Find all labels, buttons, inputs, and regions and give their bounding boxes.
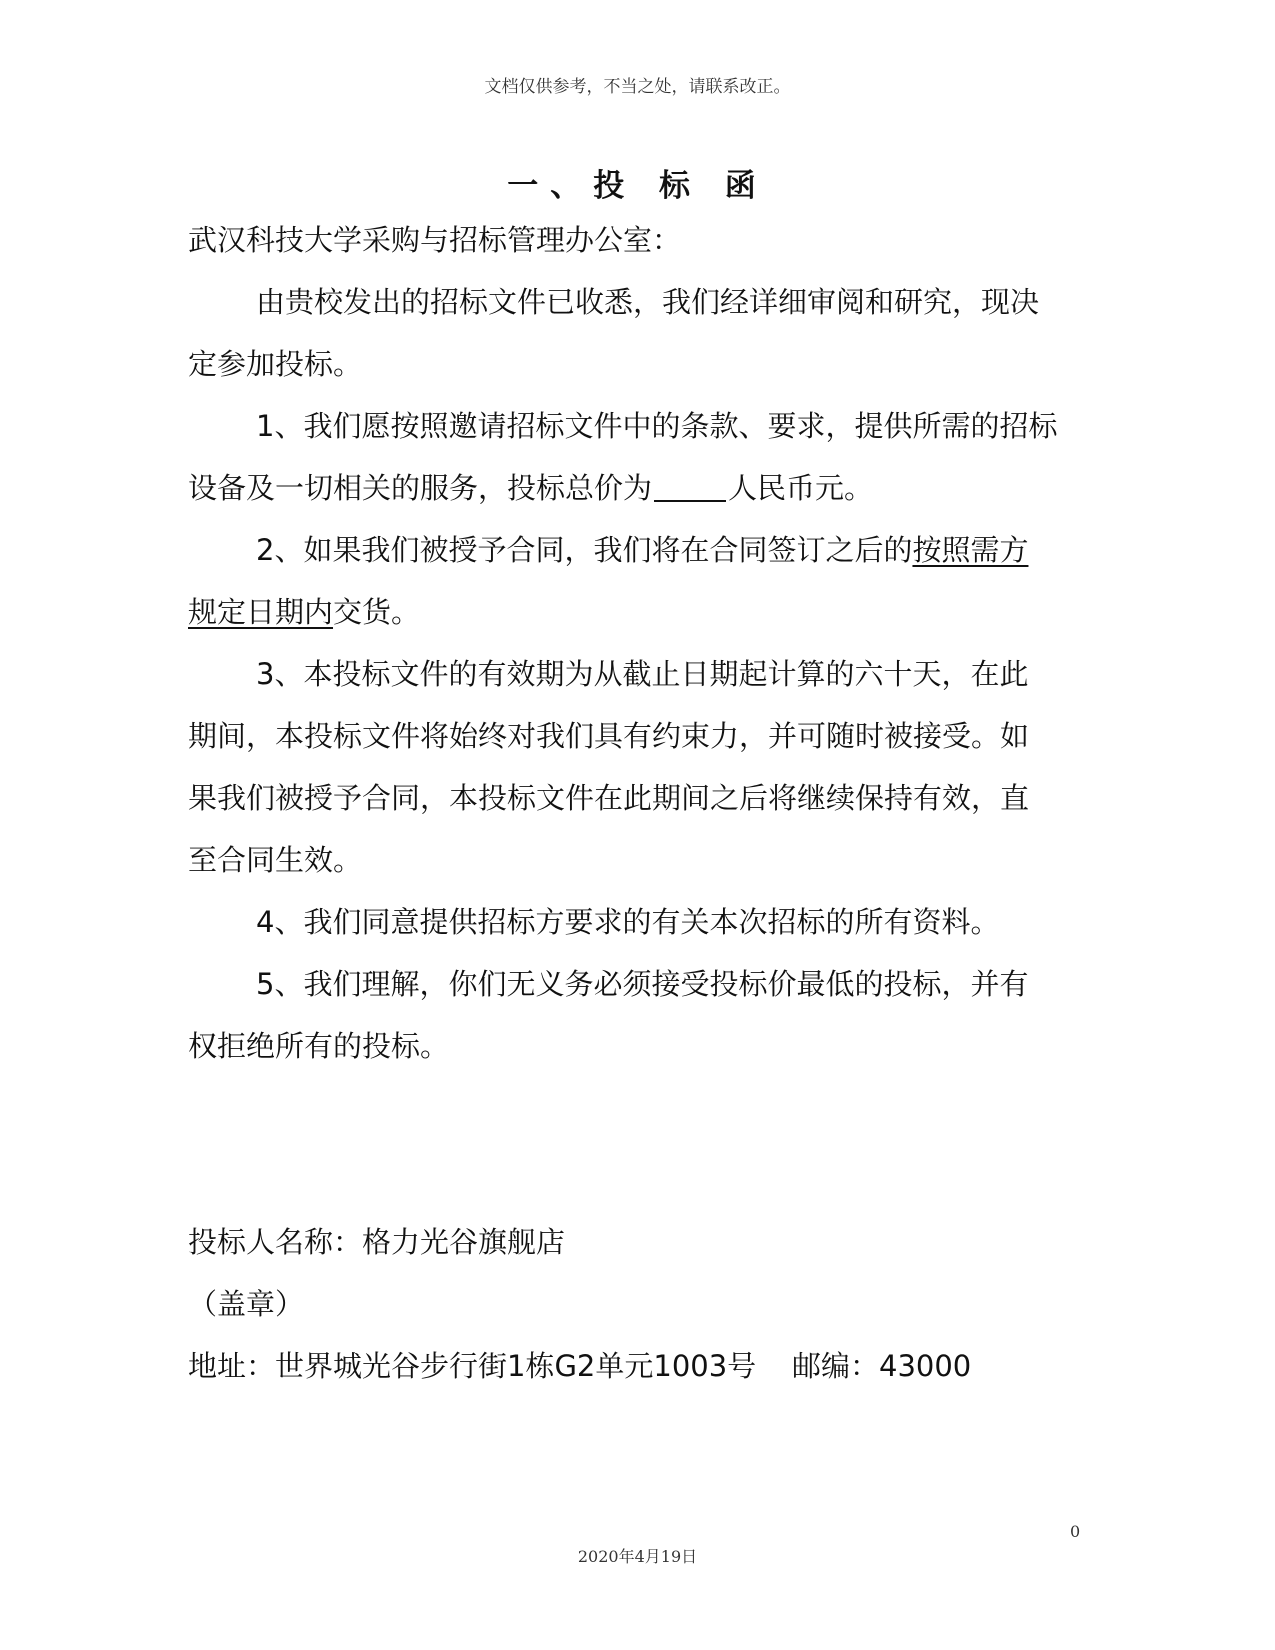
item2-underlined-a: 按照需方: [912, 533, 1029, 567]
page-number: 0: [1070, 1522, 1081, 1541]
bidder-address: 地址：世界城光谷步行街1栋G2单元1003号: [188, 1349, 757, 1383]
item2-underlined-b: 规定日期内: [188, 595, 334, 629]
item1-text-a: 设备及一切相关的服务，投标总价为: [188, 471, 653, 505]
item2-line-1: [256, 530, 1028, 570]
seal-label: （盖章）: [188, 1287, 305, 1321]
item1-line-1: 1、我们愿按照邀请招标文件中的条款、要求，提供所需的招标: [256, 409, 1058, 443]
item1-text-b: 人民币元。: [728, 471, 874, 505]
item3-line-4: 至合同生效。: [188, 843, 363, 877]
item3-line-1: 3、本投标文件的有效期为从截止日期起计算的六十天，在此: [256, 657, 1029, 691]
item5-line-2: 权拒绝所有的投标。: [188, 1029, 450, 1063]
page-title: 一、投 标 函: [507, 168, 768, 204]
intro-line-1: 由贵校发出的招标文件已收悉，我们经详细审阅和研究，现决: [256, 285, 1040, 319]
item3-line-2: 期间，本投标文件将始终对我们具有约束力，并可随时被接受。如: [188, 719, 1030, 753]
footer-date: 2020年4月19日: [577, 1547, 698, 1566]
item4-line-1: 4、我们同意提供招标方要求的有关本次招标的所有资料。: [256, 905, 1000, 939]
bidder-name: 投标人名称：格力光谷旗舰店: [188, 1225, 566, 1259]
intro-line-2: 定参加投标。: [188, 347, 363, 381]
item2-line-2: [188, 592, 420, 632]
item5-line-1: 5、我们理解，你们无义务必须接受投标价最低的投标，并有: [256, 967, 1029, 1001]
bidder-postcode: 邮编：43000: [792, 1349, 972, 1383]
item1-line-2: [188, 468, 873, 508]
item2-text-a: 2、如果我们被授予合同，我们将在合同签订之后的: [256, 533, 913, 567]
item3-line-3: 果我们被授予合同，本投标文件在此期间之后将继续保持有效，直: [188, 781, 1030, 815]
addressee: 武汉科技大学采购与招标管理办公室：: [188, 223, 682, 257]
price-blank: [654, 474, 726, 502]
item2-text-b: 交货。: [333, 595, 421, 629]
header-note: 文档仅供参考，不当之处，请联系改正。: [484, 77, 791, 97]
